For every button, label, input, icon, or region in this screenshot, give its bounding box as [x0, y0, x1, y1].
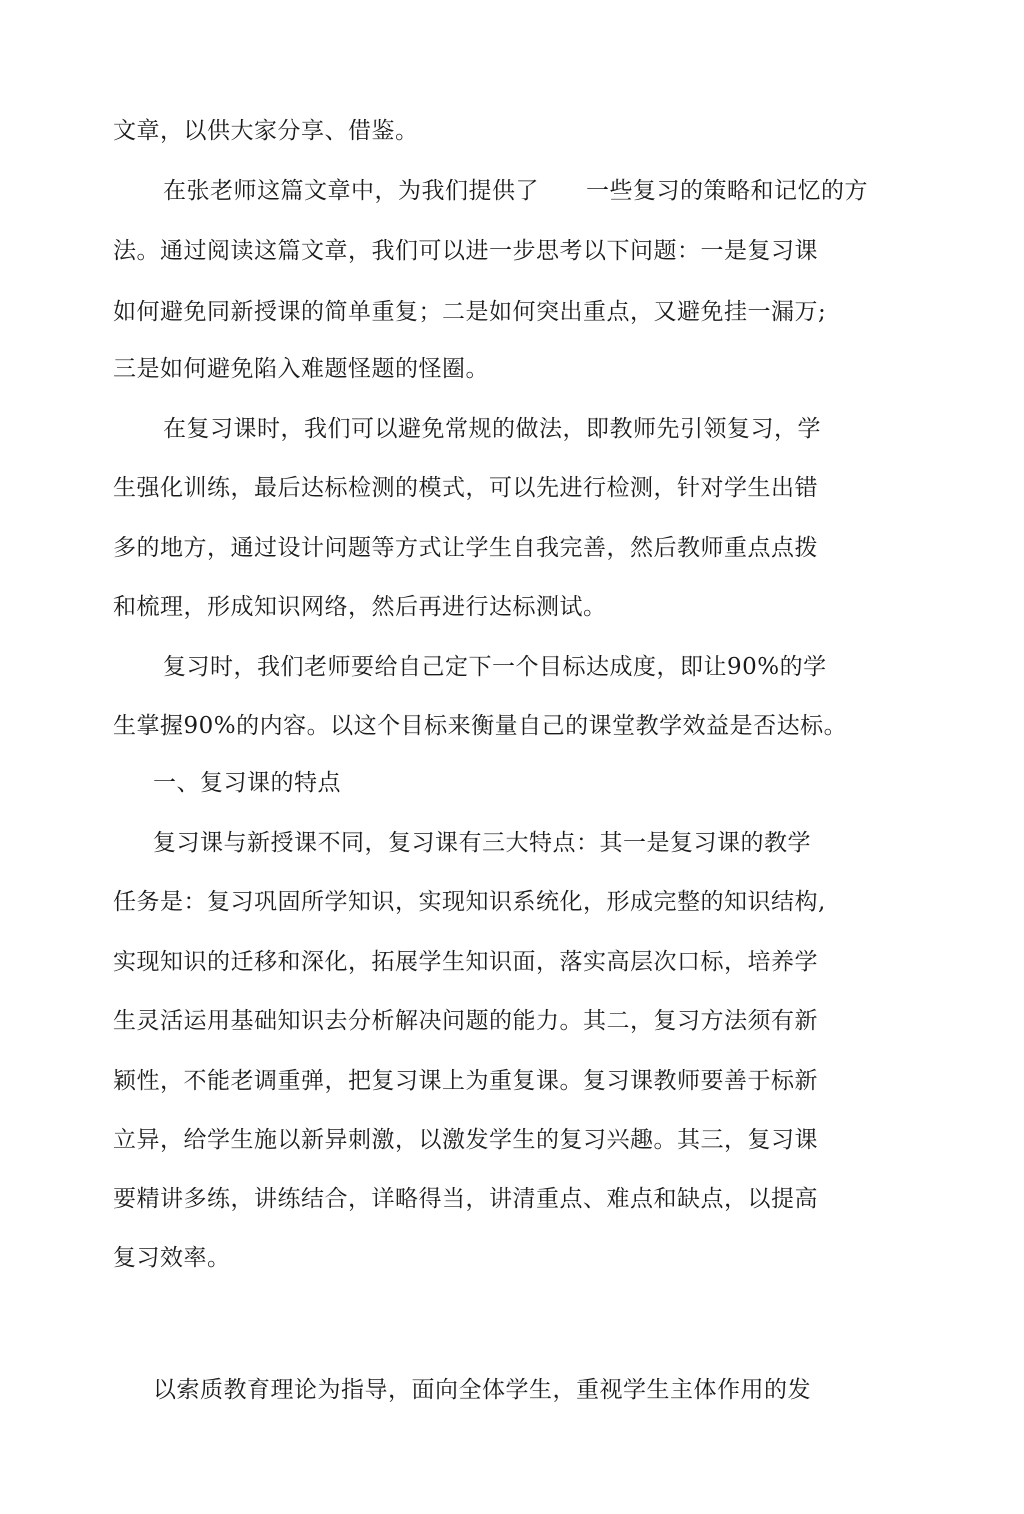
text-line: 法。通过阅读这篇文章，我们可以进一步思考以下问题：一是复习课 [113, 238, 818, 264]
text-line: 立异，给学生施以新异刺激，以激发学生的复习兴趣。其三，复习课 [113, 1127, 818, 1153]
text-line: 要精讲多练，讲练结合，详略得当，讲清重点、难点和缺点，以提高 [113, 1186, 818, 1212]
paragraph-first-line: 在张老师这篇文章中，为我们提供了 一些复习的策略和记忆的方 [163, 178, 868, 204]
text-line: 文章，以供大家分享、借鉴。 [113, 118, 419, 144]
text-line: 颖性，不能老调重弹，把复习课上为重复课。复习课教师要善于标新 [113, 1068, 818, 1094]
text-line: 生强化训练，最后达标检测的模式，可以先进行检测，针对学生出错 [113, 475, 818, 501]
paragraph-first-line: 在复习课时，我们可以避免常规的做法，即教师先引领复习，学 [163, 416, 821, 442]
text-line: 生掌握90%的内容。以这个目标来衡量自己的课堂教学效益是否达标。 [113, 713, 848, 739]
text-line: 实现知识的迁移和深化，拓展学生知识面，落实高层次口标，培养学 [113, 949, 818, 975]
paragraph-first-line: 以索质教育理论为指导，面向全体学生，重视学生主体作用的发 [153, 1377, 811, 1403]
text-line: 复习效率。 [113, 1245, 231, 1271]
text-line: 三是如何避免陷入难题怪题的怪圈。 [113, 356, 489, 382]
text-line: 如何避免同新授课的简单重复；二是如何突出重点，又避免挂一漏万; [113, 299, 827, 325]
paragraph-first-line: 复习课与新授课不同，复习课有三大特点：其一是复习课的教学 [153, 830, 811, 856]
paragraph-first-line: 复习时，我们老师要给自己定下一个目标达成度，即让90%的学 [163, 654, 827, 680]
text-line: 任务是：复习巩固所学知识，实现知识系统化，形成完整的知识结构, [113, 889, 826, 915]
text-line: 生灵活运用基础知识去分析解决问题的能力。其二，复习方法须有新 [113, 1008, 818, 1034]
section-heading: 一、复习课的特点 [153, 770, 341, 796]
text-line: 多的地方，通过设计问题等方式让学生自我完善，然后教师重点点拨 [113, 535, 818, 561]
text-line: 和梳理，形成知识网络，然后再进行达标测试。 [113, 594, 607, 620]
